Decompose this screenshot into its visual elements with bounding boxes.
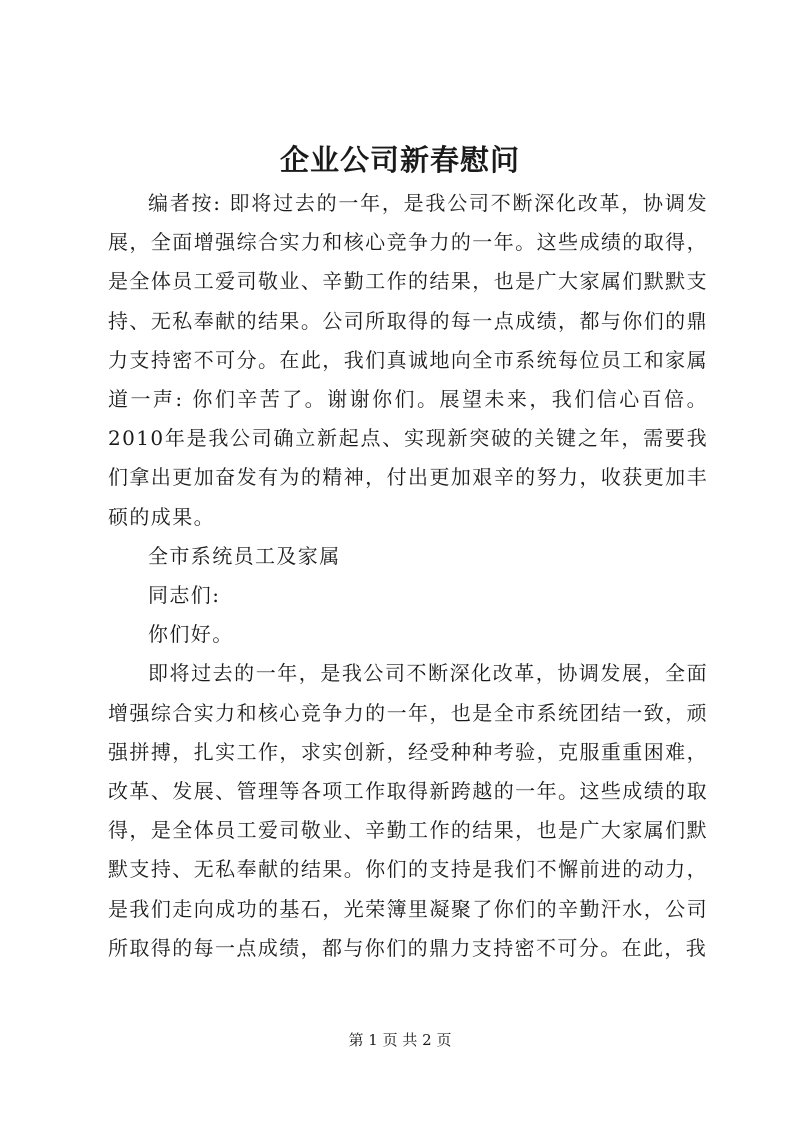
greeting-line: 你们好。 <box>148 622 234 647</box>
document-body <box>108 184 708 968</box>
document-title: 企业公司新春慰问 <box>279 143 520 177</box>
page-footer: 第 1 页 共 2 页 <box>348 1031 452 1049</box>
salutation-comrades: 同志们: <box>148 583 221 608</box>
body-paragraph: 即将过去的一年，是我公司不断深化改革，协调发展，全面增强综合实力和核心竞争力的一年，也是全市系统团结一致，顽强拼搏，扎实工作，求实创新，经受种种考验，克服重重困难，改革、发展、管理等各项工作取得新跨越的一年。这些成绩的取得，是全体员工爱司敬业、辛勤工作的结果，也是广大家属们默默支持、无私奉献的结果。你们的支持是我们不懈前进的动力，是我们走向成功的基石，光荣簿里凝聚了你们的辛勤汗水，公司所取得的每一点成绩，都与你们的鼎力支持密不可分。在此，我 <box>108 661 708 960</box>
salutation-recipients: 全市系统员工及家属 <box>148 543 341 568</box>
editor-note-paragraph: 编者按: 即将过去的一年，是我公司不断深化改革，协调发展，全面增强综合实力和核心竞争力的一年。这些成绩的取得，是全体员工爱司敬业、辛勤工作的结果，也是广大家属们默默支持、无私奉献的结果。公司所取得的每一点成绩，都与你们的鼎力支持密不可分。在此，我们真诚地向全市系统每位员工和家属道一声: 你们辛苦了。谢谢你们。展望未来，我们信心百倍。2010年是我公司确立新起点、实现新突破的关键之年，需要我们拿出更加奋发有为的精神，付出更加艰辛的努力，收获更加丰硕的成果。 <box>108 191 708 529</box>
